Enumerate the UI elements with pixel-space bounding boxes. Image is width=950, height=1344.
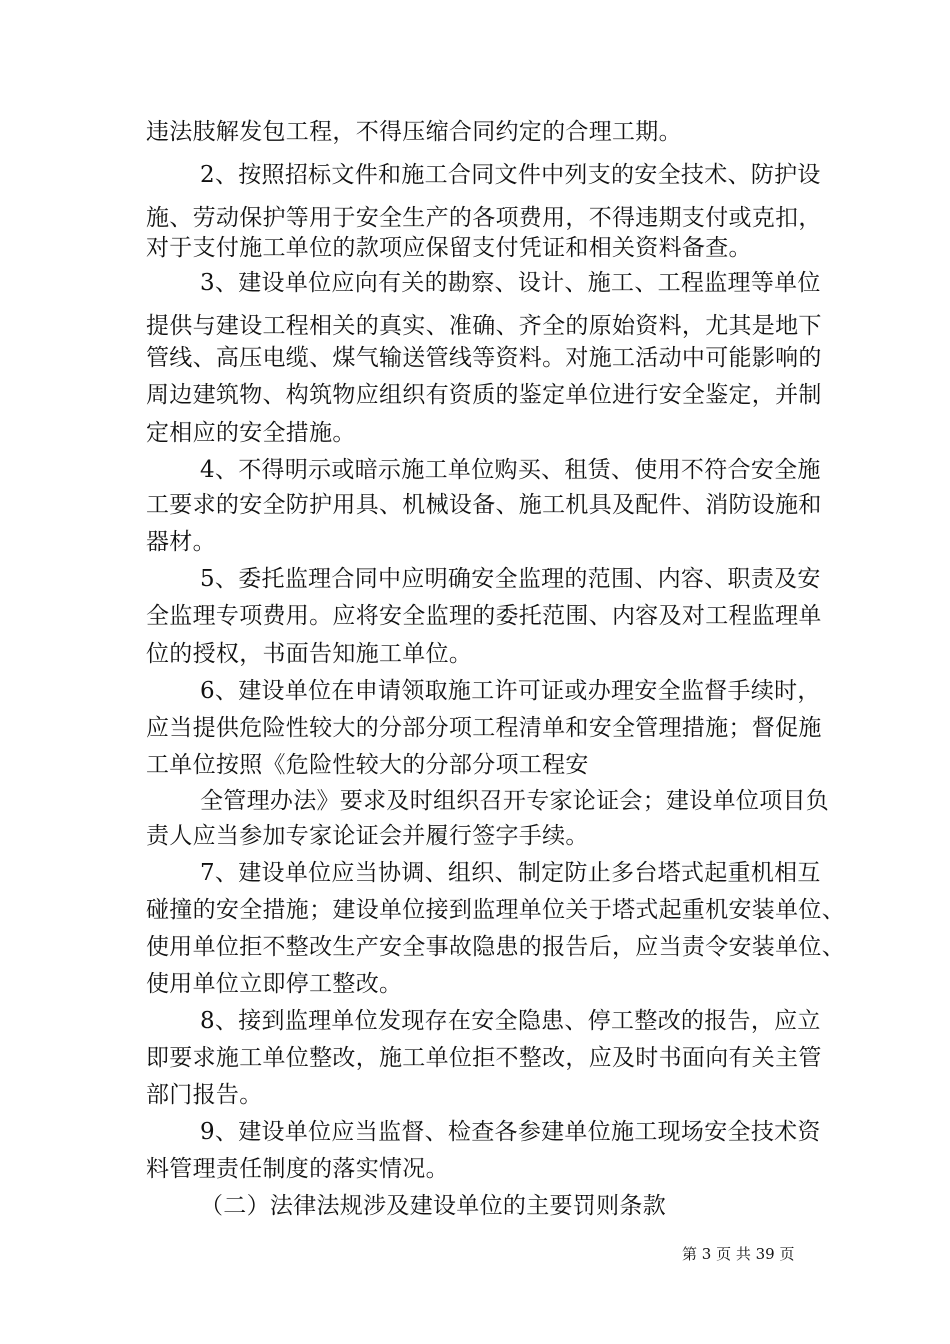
text-line: 管线、高压电缆、煤气输送管线等资料。对施工活动中可能影响的 <box>146 345 822 371</box>
text-line: 器材。 <box>146 529 216 555</box>
text-line: 碰撞的安全措施；建设单位接到监理单位关于塔式起重机安装单位、 <box>146 897 845 923</box>
text-line: 部门报告。 <box>146 1082 263 1108</box>
text-line: 工要求的安全防护用具、机械设备、施工机具及配件、消防设施和 <box>146 492 822 518</box>
text-line: 工单位按照《危险性较大的分部分项工程安 <box>146 752 589 778</box>
text-line: 对于支付施工单位的款项应保留支付凭证和相关资料备查。 <box>146 235 752 261</box>
page-indicator: 第 3 页 共 39 页 <box>682 1245 795 1263</box>
text-line: 定相应的安全措施。 <box>146 420 356 446</box>
text-line: 提供与建设工程相关的真实、准确、齐全的原始资料，尤其是地下 <box>146 313 822 339</box>
text-line: 即要求施工单位整改，施工单位拒不整改，应及时书面向有关主管 <box>146 1045 822 1071</box>
text-line: 使用单位立即停工整改。 <box>146 971 403 997</box>
text-line: 应当提供危险性较大的分部分项工程清单和安全管理措施；督促施 <box>146 715 822 741</box>
text-line: 位的授权，书面告知施工单位。 <box>146 641 473 667</box>
text-line: 5、委托监理合同中应明确安全监理的范围、内容、职责及安 <box>200 566 821 592</box>
text-line: 全管理办法》要求及时组织召开专家论证会；建设单位项目负 <box>200 788 830 814</box>
text-line: 3、建设单位应向有关的勘察、设计、施工、工程监理等单位 <box>200 270 821 296</box>
text-line: 周边建筑物、构筑物应组织有资质的鉴定单位进行安全鉴定，并制 <box>146 382 822 408</box>
text-line: 6、建设单位在申请领取施工许可证或办理安全监督手续时， <box>200 678 821 704</box>
text-line: 2、按照招标文件和施工合同文件中列支的安全技术、防护设 <box>200 162 821 188</box>
text-line: 7、建设单位应当协调、组织、制定防止多台塔式起重机相互 <box>200 860 821 886</box>
text-line: 8、接到监理单位发现存在安全隐患、停工整改的报告，应立 <box>200 1008 821 1034</box>
text-line: 全监理专项费用。应将安全监理的委托范围、内容及对工程监理单 <box>146 603 822 629</box>
text-line: 违法肢解发包工程，不得压缩合同约定的合理工期。 <box>146 119 682 145</box>
text-line: 使用单位拒不整改生产安全事故隐患的报告后，应当责令安装单位、 <box>146 934 845 960</box>
text-line: 料管理责任制度的落实情况。 <box>146 1156 449 1182</box>
text-line: 4、不得明示或暗示施工单位购买、租赁、使用不符合安全施 <box>200 457 821 483</box>
text-line: 责人应当参加专家论证会并履行签字手续。 <box>146 823 589 849</box>
section-heading: （二）法律法规涉及建设单位的主要罚则条款 <box>200 1193 666 1219</box>
text-line: 9、建设单位应当监督、检查各参建单位施工现场安全技术资 <box>200 1119 821 1145</box>
text-line: 施、劳动保护等用于安全生产的各项费用，不得违期支付或克扣， <box>146 205 822 231</box>
